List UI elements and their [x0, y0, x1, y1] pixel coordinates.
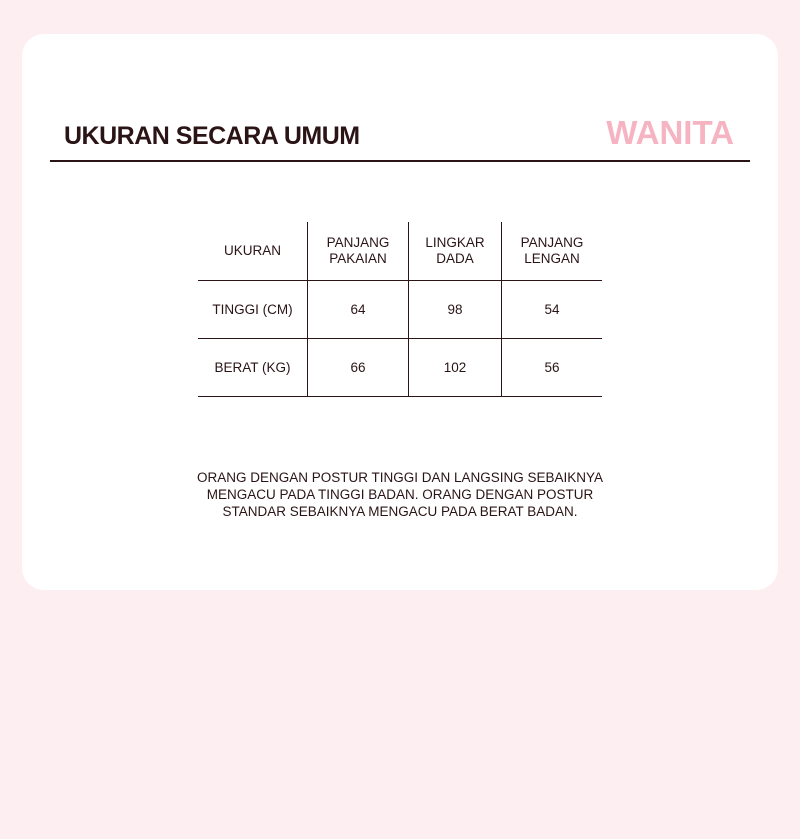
category-label: WANITA	[606, 114, 734, 151]
column-header-sleeve: PANJANG LENGAN	[520, 235, 584, 266]
note-line: ORANG DENGAN POSTUR TINGGI DAN LANGSING SEBAIKNYA	[196, 470, 604, 485]
row-label-weight: BERAT (KG)	[198, 339, 308, 397]
header-bar	[50, 114, 750, 162]
column-header-length: PANJANG PAKAIAN	[308, 222, 409, 281]
page-title: UKURAN SECARA UMUM	[64, 122, 360, 150]
table-cell: 66	[308, 339, 409, 397]
size-note	[22, 469, 778, 520]
table-cell: 64	[308, 281, 409, 339]
table-cell: 56	[544, 359, 560, 375]
size-guide-card	[22, 34, 778, 590]
row-label-height: TINGGI (CM)	[198, 281, 308, 339]
table-row	[198, 339, 602, 397]
size-table	[198, 222, 602, 397]
table-row	[198, 281, 602, 339]
column-header-size: UKURAN	[198, 222, 308, 281]
table-cell: 98	[409, 281, 502, 339]
column-header-chest: LINGKAR DADA	[409, 222, 502, 281]
table-cell: 54	[544, 301, 560, 317]
note-line: STANDAR SEBAIKNYA MENGACU PADA BERAT BADAN.	[222, 504, 578, 519]
note-line: MENGACU PADA TINGGI BADAN. ORANG DENGAN POSTUR	[206, 487, 594, 502]
table-header-row	[198, 222, 602, 281]
table-cell: 102	[409, 339, 502, 397]
